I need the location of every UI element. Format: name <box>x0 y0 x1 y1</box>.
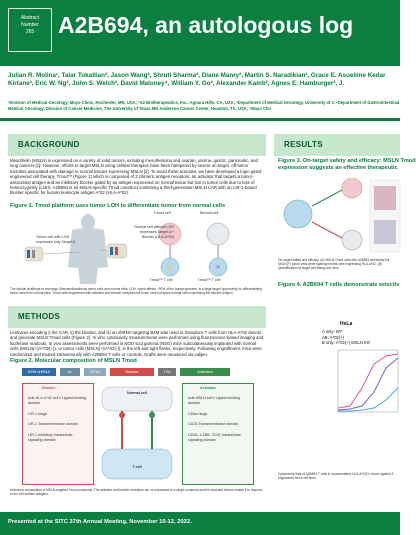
poster-header <box>0 0 400 66</box>
figure3-diagram <box>276 176 400 256</box>
construct-part-ul: UL <box>60 368 80 376</box>
affiliation-list: ¹Division of Medical Oncology, Mayo Clinic, Rochester, MN, USA; ²A2 Biotherapeutics, Inc., Agoura Hills, CA, USA; ³Department of Medical Oncology, University of C ⁴Department of Gastrointestinal Medical Oncology, Division of Cancer Medicine, The University of Texas MD Anderson Cancer Center, Houston, TX, USA; ⁵Mayo Clin <box>8 100 400 112</box>
abstract-number-box <box>8 8 52 52</box>
blocker-desc-3: LIR-1 Transmembrane domain <box>28 422 79 427</box>
normal-cell-shape <box>207 223 229 245</box>
figure4-plot <box>330 348 400 420</box>
construct-part-ef1a: EF1a <box>84 368 106 376</box>
fig1-tmod-tcell-label-2: Tmod™ T cell <box>197 278 221 282</box>
activator-desc-4: CD28, 4-1BB, CD3ζ Intracellular signaling domain <box>188 433 241 442</box>
fig1-tumor-cell-label: Tumor cell <box>153 211 171 215</box>
tmod-cell-shape <box>284 200 312 228</box>
figure3-caption: On-target safety and efficacy. (A) MSLN Tmod cells with A2B694 selectively kill MSLN(+) tumor cells while sparing normal cells expressing HLA-A*02. (B) Quantification of target cell killing over time. <box>278 258 390 271</box>
t-cell-membrane <box>102 449 172 479</box>
activator-desc-2: CD8a hinge <box>188 411 208 416</box>
figure2-caption: Molecular composition of MSLN-targeted Tmod constructs. The activator and blocker receptors are co-expressed in a single construct and the encoded factors enable it to respond to the cell surface antigens. <box>10 488 263 497</box>
construct-bar <box>22 368 252 376</box>
activator-descriptions <box>188 396 246 480</box>
figure2-title: Figure 2. Molecular composition of MSLN Tmod <box>10 358 137 364</box>
curve-ab <box>338 358 398 410</box>
blocker-desc-4: LIR-1 inhibitory intracellular signaling domain <box>28 433 73 442</box>
head-shape <box>81 214 95 230</box>
hela-line-a-only: A only: WT <box>322 329 343 334</box>
figure4-caption: Cytotoxicity data of A2B694 T cells in representative HLA-A*02(+) donor against 3 engineered HeLa cell lines. <box>278 472 394 481</box>
blocker-label: Blocker <box>42 386 56 390</box>
hela-line-ab: AB: A*02(+) <box>322 334 344 340</box>
construct-part-b2m: B2M shRNA <box>22 368 56 376</box>
fig1-normal-label: Normal cell without LOH expresses Target A + Blocker (HLA-A*02) <box>134 225 174 239</box>
activator-label: Activator <box>200 386 216 390</box>
results-heading-text: RESULTS <box>284 140 323 149</box>
background-section-heading <box>8 134 266 156</box>
construct-part-activator: Activator <box>180 368 230 376</box>
target-cell-tumor <box>342 178 362 198</box>
blocker-desc-1: Anti-HLA-A*02 scFv Ligand-binding domain <box>28 396 87 405</box>
blocker-desc-2: LIR-1 hinge <box>28 411 48 416</box>
curve-a-only <box>338 354 398 408</box>
figure4-title: Figure 4. A2B694 T cells demonstrate selectiv <box>278 282 400 288</box>
plot-frame <box>338 350 398 412</box>
methods-text: Lentivirus encoding i) the CAR, ii) the blocker, and iii) an shRNA targeting B2M was used to transduce T cells from HLA-A*02 donors and generate MSLN Tmod cells (Figure 2). In vitro cytotoxicity measurements were performed using fluorescence-based imaging and luciferase readouts. In vivo assessments were performed in NOD scid gamma (NSG) mice subcutaneously implanted with normal cells (MSLN(+)/A*02(+)), or tumor cells (MSLN(+)/A*02(-)), in the left and right flanks, respectively. Following engraftment, mice were randomized and treated intravenously with A2B694 T cells or controls. Grafts were measured via caliper. <box>10 330 264 357</box>
results-section-heading <box>274 134 400 156</box>
author-list: Julian R. Molina¹, Talar Tokatlian², Jason Wang², Shruti Sharma², Diane Manry², Martin S. Naradikian², Grace E. Asuelime Kedar Kirtane², Eric W. Ng², John S. Welch², David Maloney⁴, William Y. Go², Alexander Kamb², Agnes E. Hamburger², J. <box>8 72 386 87</box>
construct-part-blocker: Blocker <box>110 368 154 376</box>
activator-desc-3: CD28 Transmembrane domain <box>188 422 239 427</box>
hela-line-b-only: B only: A*02(+) MSLN KO <box>322 340 371 346</box>
poster-title: A2B694, an autologous log <box>58 12 354 38</box>
fig1-normal-cell-label: Normal cell <box>199 211 219 215</box>
background-text: Mesothelin (MSLN) is expressed on a variety of solid tumors, including mesothelioma and ovarian, uterine, gastric, pancreatic, and lung cancers [1]. However, efforts to target MSLN using cellular therapies have been hampered by severe on-target, off-tumor toxicities associated with damage to normal tissues expressing MSLN [2]. To avoid these toxicities, we have developed a logic-gated engineered cell therapy, Tmod™ (Figure 1) which is composed of 2 chimeric antigen receptors: an activator that targets a tumor-associated antigen and an inhibitory blocker gated by an antigen expressed on normal tissue but lost in tumor cells due to loss of heterozygosity (LOH). A2B694 is an MSLN-specific Tmod construct combining a third-generation MSLN CAR with an LIR-1-based blocker specific for human leukocyte antigen A*02 (HLA-A*02). <box>10 158 262 196</box>
header-divider <box>0 118 400 121</box>
fig1-tmod-tcell-label: Tmod™ T cell <box>149 278 173 282</box>
abstract-number-label: Number <box>21 22 39 28</box>
hela-title: HeLa <box>340 321 353 327</box>
blocker-descriptions <box>28 396 86 480</box>
footer-text: Presented at the SITC 37th Annual Meeting, November 10-12, 2022. <box>8 519 192 525</box>
poster-footer <box>0 512 400 535</box>
activator-desc-1: Anti-MSLN scFv Ligand-binding domain <box>188 396 240 405</box>
figure1-title: Figure 1. Tmod platform uses tumor LOH to differentiate tumor from normal cells <box>10 203 226 209</box>
construct-part-t2a: T2A <box>158 368 176 376</box>
figure3-subtitle: expression suggests an effective therapeutic <box>278 165 398 171</box>
fig1-tumor-label: Tumor cell with LOH expresses only Target A <box>36 235 76 244</box>
normal-cell-label: Normal cell <box>127 391 147 395</box>
abstract-label: Abstract <box>20 15 40 21</box>
methods-heading-text: METHODS <box>18 312 61 321</box>
figure3-title: Figure 3. On-target safety and efficacy: MSLN Tmod <box>278 158 416 164</box>
methods-section-heading <box>8 306 266 328</box>
target-cell-normal <box>342 230 362 250</box>
t-cell-label: T cell <box>132 465 142 469</box>
hela-legend <box>322 329 400 346</box>
figure1-caption: The clinical challenge of oncology: Standard/traditional tumor cells and normal cells: LOH, which affects ~90% of the human genome, is a large target opportunity for differentiating tumor cells from normal cells. Tmod cells engineered with activator and blocker receptors kill tumor cells but spare normal cells expressing the blocker antigen. <box>10 287 262 296</box>
background-heading-text: BACKGROUND <box>18 140 80 149</box>
svg-text:✕: ✕ <box>215 265 221 271</box>
figure1-diagram <box>10 212 264 284</box>
svg-text:⚡: ⚡ <box>166 265 174 271</box>
abstract-number: 265 <box>25 29 35 35</box>
